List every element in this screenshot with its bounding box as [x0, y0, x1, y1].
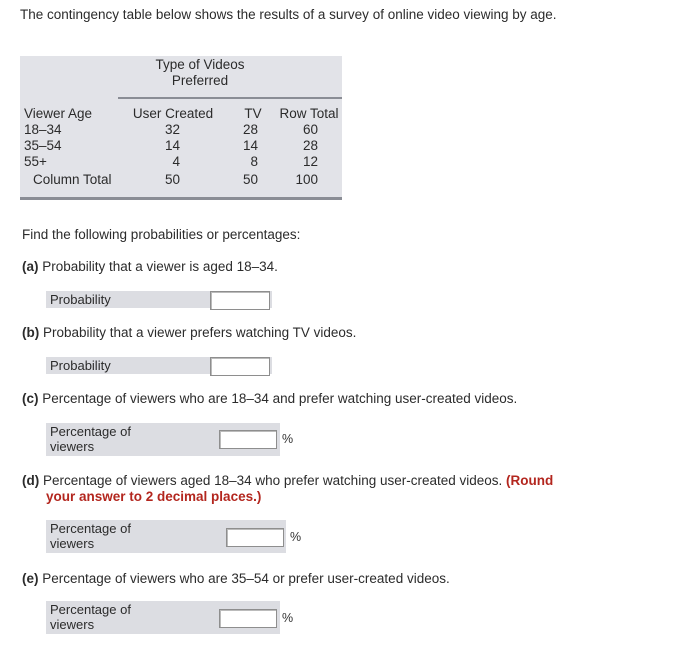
answer-label-c-line2: viewers — [50, 439, 95, 454]
row-user-created: 32 — [164, 122, 180, 137]
intro-text: The contingency table below shows the results of a survey of online video viewing by age. — [20, 7, 557, 22]
row-tv: 14 — [242, 138, 258, 153]
question-e — [22, 570, 450, 588]
row-user-created: 50 — [164, 172, 180, 187]
round-note-part2: your answer to 2 decimal places.) — [46, 489, 262, 504]
col-header-viewer-age: Viewer Age — [24, 106, 93, 121]
table-bottom-rule — [20, 197, 342, 200]
row-age: Column Total — [33, 172, 112, 187]
question-c-text: Percentage of viewers who are 18–34 and prefer watching user-created videos. — [38, 391, 518, 406]
question-a — [22, 258, 278, 276]
round-note-line2 — [46, 488, 261, 506]
answer-label-c-line1: Percentage of — [50, 424, 131, 439]
table-header-rule — [118, 97, 342, 99]
question-b-letter: (b) — [22, 325, 40, 340]
answer-input-d[interactable] — [226, 528, 284, 547]
row-age: 18–34 — [24, 122, 62, 137]
question-c-letter: (c) — [22, 391, 39, 406]
instructions: Find the following probabilities or percentages: — [22, 227, 301, 242]
row-age: 55+ — [24, 154, 47, 169]
row-tv: 8 — [250, 154, 258, 169]
row-total: 60 — [302, 122, 318, 137]
row-total: 12 — [302, 154, 318, 169]
question-d-letter: (d) — [22, 473, 40, 488]
row-tv: 28 — [242, 122, 258, 137]
answer-label-a: Probability — [46, 291, 272, 308]
question-b — [22, 324, 356, 342]
row-total: 100 — [295, 172, 318, 187]
question-d-text: Percentage of viewers aged 18–34 who prefer watching user-created videos. — [39, 473, 507, 488]
row-total: 28 — [302, 138, 318, 153]
percent-sign-e: % — [282, 611, 294, 625]
row-user-created: 4 — [172, 154, 180, 169]
table-group-header-line2: Preferred — [171, 73, 229, 88]
answer-input-c[interactable] — [219, 430, 277, 449]
row-age: 35–54 — [24, 138, 62, 153]
answer-input-a[interactable] — [210, 291, 270, 310]
percent-sign-c: % — [282, 432, 294, 446]
question-e-text: Percentage of viewers who are 35–54 or prefer user-created videos. — [38, 571, 450, 586]
row-user-created: 14 — [164, 138, 180, 153]
percent-sign-d: % — [290, 530, 302, 544]
col-header-user-created: User Created — [132, 106, 214, 121]
answer-label-d-line2: viewers — [50, 536, 95, 551]
answer-label-d-line1: Percentage of — [50, 521, 131, 536]
question-a-text: Probability that a viewer is aged 18–34. — [38, 259, 278, 274]
question-e-letter: (e) — [22, 571, 39, 586]
answer-label-b: Probability — [46, 357, 272, 374]
answer-input-b[interactable] — [210, 357, 270, 376]
round-note-part1: (Round — [506, 473, 554, 488]
answer-input-e[interactable] — [219, 609, 277, 628]
answer-label-e-line2: viewers — [50, 617, 95, 632]
question-c — [22, 390, 517, 408]
answer-label-e-line1: Percentage of — [50, 602, 131, 617]
row-tv: 50 — [242, 172, 258, 187]
col-header-row-total: Row Total — [279, 106, 339, 121]
table-group-header — [140, 57, 260, 89]
col-header-tv: TV — [244, 106, 262, 121]
question-a-letter: (a) — [22, 259, 39, 274]
question-b-text: Probability that a viewer prefers watching TV videos. — [39, 325, 357, 340]
table-group-header-line1: Type of Videos — [155, 57, 245, 72]
